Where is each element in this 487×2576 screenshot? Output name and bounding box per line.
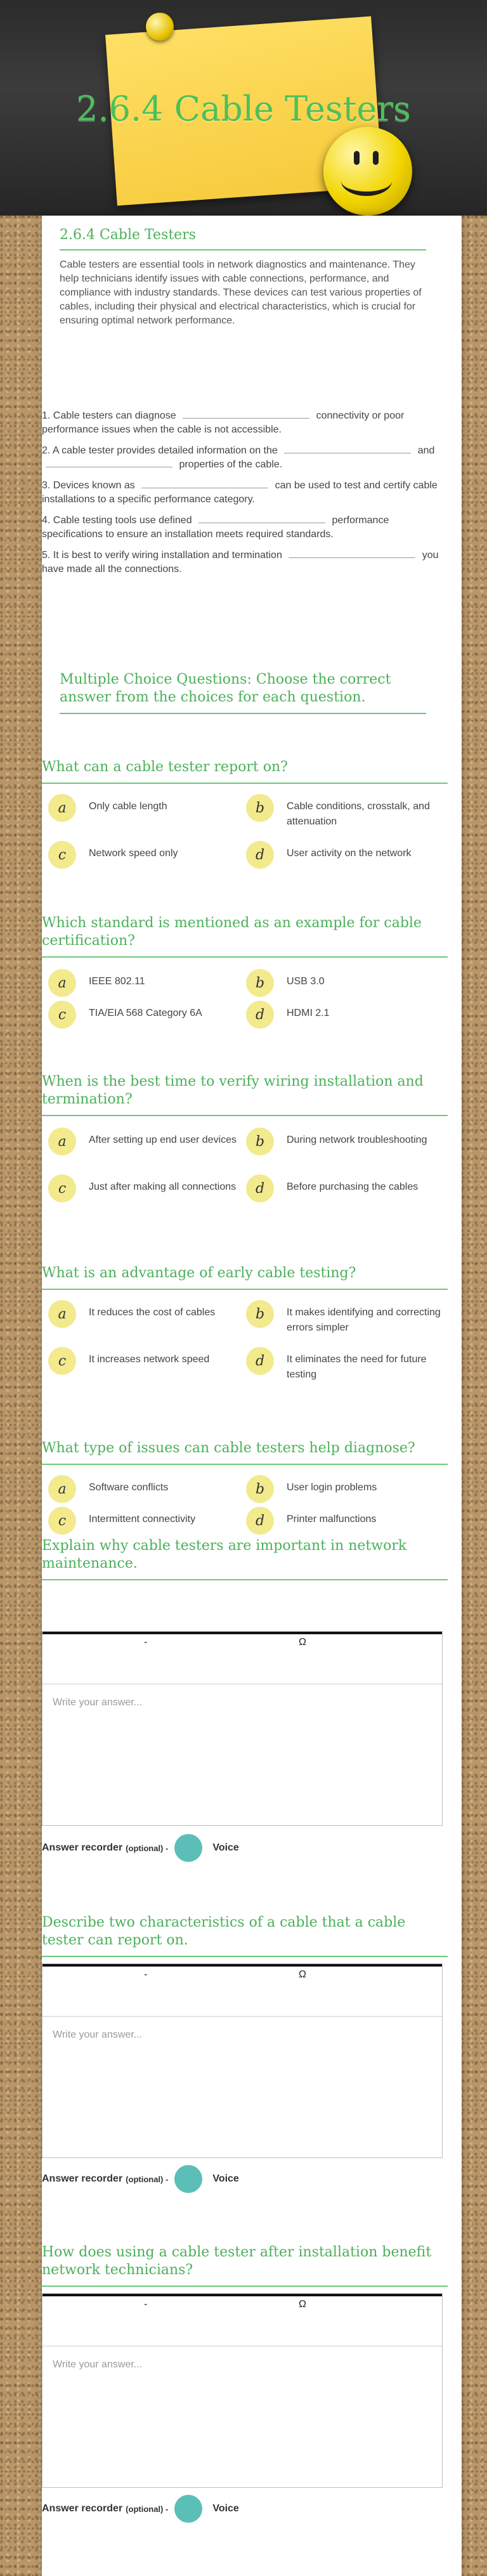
blank-input[interactable]: [183, 409, 309, 419]
mcq-question-2: Which standard is mentioned as an example for cable certification?: [42, 914, 448, 958]
blank-input[interactable]: [284, 444, 411, 453]
option-text: Only cable length: [89, 801, 167, 812]
option-letter-a: a: [48, 1128, 76, 1155]
blank-text: and: [417, 445, 435, 456]
smiley-face-image: [323, 127, 412, 216]
option-text: Cable conditions, crosstalk, and attenuation: [287, 801, 430, 827]
option-text: After setting up end user devices: [89, 1135, 237, 1145]
option-letter-b: b: [246, 1128, 274, 1155]
mcq-option[interactable]: [246, 794, 443, 829]
recorder-label: Answer recorder: [42, 2503, 123, 2514]
dash-tool-button[interactable]: -: [144, 1969, 148, 1980]
option-text: It makes identifying and correcting errors simpler: [287, 1307, 441, 1333]
omega-symbol-button[interactable]: Ω: [299, 1637, 306, 1648]
option-letter-a: a: [48, 794, 76, 822]
option-letter-a: a: [48, 1300, 76, 1328]
omega-symbol-button[interactable]: Ω: [299, 2299, 306, 2310]
blank-text: 1. Cable testers can diagnose: [42, 410, 176, 421]
blank-item: [42, 444, 448, 472]
answer-placeholder: Write your answer...: [53, 1697, 143, 1708]
blank-input[interactable]: [46, 458, 172, 467]
option-text: IEEE 802.11: [89, 976, 145, 987]
recorder-label: Answer recorder: [42, 2173, 123, 2184]
blank-text: 2. A cable tester provides detailed information on the: [42, 445, 278, 456]
answer-editor: [42, 2293, 443, 2488]
voice-record-button[interactable]: [174, 2165, 202, 2193]
blank-text: performance specifications to ensure an installation meets required standards.: [42, 515, 389, 540]
option-letter-d: d: [246, 1001, 274, 1029]
option-letter-d: d: [246, 1507, 274, 1535]
mcq-question-4: What is an advantage of early cable testing?: [42, 1265, 448, 1290]
mcq-option[interactable]: [246, 1128, 443, 1155]
mcq-option[interactable]: [48, 969, 245, 997]
intro-heading: 2.6.4 Cable Testers: [60, 227, 426, 250]
recorder-label: Answer recorder: [42, 1842, 123, 1853]
answer-textarea[interactable]: [42, 2017, 442, 2157]
option-letter-c: c: [48, 841, 76, 869]
mcq-option[interactable]: [48, 794, 245, 822]
recorder-optional: (optional) -: [126, 1843, 169, 1853]
smiley-mouth: [341, 166, 392, 196]
recorder-optional: (optional) -: [126, 2504, 169, 2514]
option-text: HDMI 2.1: [287, 1008, 330, 1018]
fill-in-blanks: [42, 409, 448, 583]
answer-textarea[interactable]: [42, 1684, 442, 1825]
dash-tool-button[interactable]: -: [144, 2299, 148, 2310]
intro-section: [60, 227, 426, 328]
mcq-option[interactable]: [246, 1475, 443, 1503]
option-text: Network speed only: [89, 848, 178, 859]
answer-recorder: [42, 1834, 239, 1862]
option-text: It increases network speed: [89, 1354, 210, 1365]
mcq-option[interactable]: [48, 1001, 245, 1029]
option-letter-a: a: [48, 1475, 76, 1503]
blank-item: [42, 514, 448, 542]
mcq-question-3: When is the best time to verify wiring installation and termination?: [42, 1073, 448, 1116]
option-text: During network troubleshooting: [287, 1135, 427, 1145]
option-text: USB 3.0: [287, 976, 325, 987]
mcq-option[interactable]: [246, 1347, 443, 1382]
voice-label: Voice: [212, 2173, 239, 2184]
blank-text: 4. Cable testing tools use defined: [42, 515, 192, 526]
mcq-question-1: What can a cable tester report on?: [42, 758, 448, 784]
option-letter-c: c: [48, 1347, 76, 1375]
option-letter-c: c: [48, 1174, 76, 1202]
blank-text: can be used to test and certify cable installations to a specific performance category.: [42, 480, 438, 505]
dash-tool-button[interactable]: -: [144, 1637, 148, 1648]
blank-text: you have made all the connections.: [42, 550, 439, 575]
voice-label: Voice: [212, 2503, 239, 2514]
answer-recorder: [42, 2165, 239, 2193]
mcq-option[interactable]: [246, 1507, 443, 1535]
mcq-option[interactable]: [48, 1347, 245, 1375]
mcq-option[interactable]: [246, 1001, 443, 1029]
smiley-eye: [354, 151, 360, 165]
editor-toolbar: [42, 1632, 442, 1684]
answer-editor: [42, 1963, 443, 2158]
option-letter-c: c: [48, 1001, 76, 1029]
option-text: It eliminates the need for future testing: [287, 1354, 427, 1380]
voice-label: Voice: [212, 1842, 239, 1853]
option-text: User activity on the network: [287, 848, 412, 859]
option-letter-b: b: [246, 794, 274, 822]
open-question-3: How does using a cable tester after installation benefit network technicians?: [42, 2244, 448, 2287]
hero-title: 2.6.4 Cable Testers: [76, 89, 411, 129]
blank-text: 3. Devices known as: [42, 480, 135, 491]
answer-textarea[interactable]: [42, 2346, 442, 2487]
mcq-option[interactable]: [48, 1475, 245, 1503]
smiley-eye: [373, 151, 379, 165]
option-text: Software conflicts: [89, 1482, 169, 1493]
option-letter-d: d: [246, 841, 274, 869]
blank-input[interactable]: [198, 514, 325, 523]
answer-placeholder: Write your answer...: [53, 2029, 143, 2040]
answer-editor: [42, 1631, 443, 1826]
option-letter-d: d: [246, 1347, 274, 1375]
worksheet-card: [42, 216, 462, 2576]
blank-item: [42, 549, 448, 576]
option-letter-b: b: [246, 1300, 274, 1328]
blank-item: [42, 479, 448, 507]
option-text: Intermittent connectivity: [89, 1514, 196, 1525]
blank-text: connectivity or poor performance issues when the cable is not accessible.: [42, 410, 405, 435]
option-text: Just after making all connections: [89, 1181, 237, 1192]
mcq-question-5: What type of issues can cable testers help diagnose?: [42, 1440, 448, 1465]
option-letter-b: b: [246, 969, 274, 997]
voice-record-button[interactable]: [174, 1834, 202, 1862]
open-question-1: Explain why cable testers are important in network maintenance.: [42, 1537, 448, 1580]
option-letter-c: c: [48, 1507, 76, 1535]
option-text: It reduces the cost of cables: [89, 1307, 216, 1318]
editor-toolbar: [42, 2294, 442, 2346]
option-text: Printer malfunctions: [287, 1514, 377, 1525]
mcq-option[interactable]: [246, 841, 443, 869]
open-question-2: Describe two characteristics of a cable that a cable tester can report on.: [42, 1914, 448, 1957]
omega-symbol-button[interactable]: Ω: [299, 1969, 306, 1980]
blank-text: properties of the cable.: [179, 459, 283, 470]
mcq-instructions: Multiple Choice Questions: Choose the correct answer from the choices for each question.: [60, 671, 426, 714]
mcq-option[interactable]: [48, 1300, 245, 1328]
answer-recorder: [42, 2495, 239, 2523]
mcq-option[interactable]: [246, 1174, 443, 1202]
voice-record-button[interactable]: [174, 2495, 202, 2523]
blank-text: 5. It is best to verify wiring installation and termination: [42, 550, 282, 561]
mcq-option[interactable]: [48, 1507, 245, 1535]
blank-input[interactable]: [289, 549, 415, 558]
mcq-option[interactable]: [48, 1174, 245, 1202]
option-letter-d: d: [246, 1174, 274, 1202]
answer-placeholder: Write your answer...: [53, 2359, 143, 2370]
hero-banner: [0, 0, 487, 216]
intro-paragraph: Cable testers are essential tools in network diagnostics and maintenance. They help technicians identify issues with cable connections, performance, and compliance with industry standards. These devices can test various properties of cables, including their physical and electrical characteristics, which is crucial for ensuring optimal network performance.: [60, 259, 422, 326]
option-text: TIA/EIA 568 Category 6A: [89, 1008, 202, 1018]
mcq-option[interactable]: [246, 969, 443, 997]
option-letter-b: b: [246, 1475, 274, 1503]
editor-toolbar: [42, 1964, 442, 2017]
pushpin-image: [146, 13, 174, 41]
mcq-option[interactable]: [48, 841, 245, 869]
option-text: Before purchasing the cables: [287, 1181, 419, 1192]
recorder-optional: (optional) -: [126, 2174, 169, 2184]
option-text: User login problems: [287, 1482, 377, 1493]
mcq-option[interactable]: [246, 1300, 443, 1336]
blank-item: [42, 409, 448, 437]
option-letter-a: a: [48, 969, 76, 997]
mcq-option[interactable]: [48, 1128, 245, 1155]
blank-input[interactable]: [141, 479, 268, 488]
